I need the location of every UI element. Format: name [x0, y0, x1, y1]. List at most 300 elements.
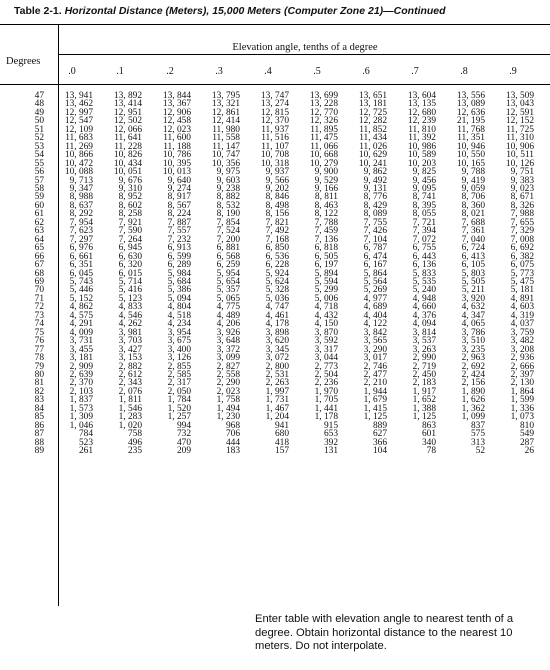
- distance-cell: 11, 600: [163, 133, 191, 144]
- distance-cell: 7, 394: [412, 226, 436, 237]
- distance-cell: 7, 954: [69, 217, 93, 228]
- distance-cell: 2, 909: [69, 361, 93, 372]
- degree-cell: 57: [34, 175, 44, 186]
- distance-cell: 2, 210: [363, 378, 387, 389]
- distance-cell: 5, 743: [69, 276, 93, 287]
- distance-cell: 11, 725: [506, 124, 534, 135]
- degree-cell: 73: [34, 310, 44, 321]
- distance-cell: 1, 415: [363, 403, 387, 414]
- distance-cell: 496: [127, 437, 142, 448]
- distance-cell: 13, 795: [211, 91, 240, 101]
- degree-cell: 67: [34, 260, 44, 271]
- distance-cell: 3, 842: [363, 327, 387, 338]
- column-header: .5: [313, 66, 321, 77]
- degree-cell: 82: [34, 386, 44, 397]
- distance-cell: 1, 362: [461, 403, 485, 414]
- distance-cell: 8, 156: [265, 209, 289, 220]
- distance-cell: 810: [519, 420, 534, 431]
- distance-cell: 340: [421, 437, 436, 448]
- distance-cell: 3, 126: [167, 353, 191, 364]
- distance-cell: 7, 136: [314, 234, 338, 245]
- distance-cell: 5, 654: [216, 276, 240, 287]
- distance-cell: 5, 564: [363, 276, 387, 287]
- distance-cell: 784: [78, 429, 93, 440]
- distance-cell: 12, 282: [358, 116, 387, 127]
- distance-cell: 941: [274, 420, 289, 431]
- distance-cell: 11, 641: [114, 133, 142, 144]
- table-row: [0, 447, 534, 455]
- distance-cell: 4, 009: [69, 327, 93, 338]
- distance-cell: 6, 945: [118, 243, 142, 254]
- distance-cell: 11, 188: [163, 141, 191, 152]
- distance-cell: 8, 258: [118, 209, 142, 220]
- distance-cell: 6, 413: [461, 251, 485, 262]
- distance-cell: 6, 474: [363, 251, 387, 262]
- distance-cell: 1, 917: [412, 386, 436, 397]
- distance-cell: 7, 721: [412, 217, 436, 228]
- distance-cell: 1, 944: [363, 386, 387, 397]
- distance-cell: 5, 094: [167, 293, 191, 304]
- distance-cell: 131: [323, 446, 338, 457]
- degree-cell: 51: [34, 124, 44, 135]
- distance-cell: 2, 370: [69, 378, 93, 389]
- distance-cell: 11, 066: [310, 141, 338, 152]
- distance-cell: 627: [372, 429, 387, 440]
- distance-cell: 13, 651: [358, 91, 387, 101]
- distance-cell: 13, 941: [64, 91, 93, 101]
- distance-cell: 1, 573: [69, 403, 93, 414]
- distance-cell: 4, 891: [510, 293, 534, 304]
- distance-cell: 9, 751: [510, 167, 534, 178]
- distance-cell: 6, 382: [510, 251, 534, 262]
- distance-cell: 8, 637: [69, 200, 93, 211]
- distance-cell: 2, 612: [118, 369, 142, 380]
- distance-cell: 4, 747: [265, 302, 289, 313]
- distance-cell: 11, 516: [261, 133, 289, 144]
- degrees-header: Degrees: [6, 56, 41, 67]
- distance-cell: 9, 825: [412, 167, 436, 178]
- degree-cell: 75: [34, 327, 44, 338]
- distance-cell: 11, 107: [261, 141, 289, 152]
- distance-cell: 10, 241: [358, 158, 387, 169]
- distance-cell: 1, 125: [412, 412, 436, 423]
- distance-cell: 2, 103: [69, 386, 93, 397]
- distance-cell: 6, 075: [510, 260, 534, 271]
- column-header: .7: [411, 66, 419, 77]
- distance-cell: 863: [421, 420, 436, 431]
- distance-cell: 6, 167: [363, 260, 387, 271]
- distance-cell: 10, 866: [64, 150, 93, 161]
- degree-cell: 54: [34, 150, 44, 161]
- degree-cell: 86: [34, 420, 44, 431]
- distance-cell: 12, 951: [113, 107, 142, 118]
- distance-cell: 5, 773: [510, 268, 534, 279]
- column-header: .2: [166, 66, 174, 77]
- distance-cell: 5, 803: [461, 268, 485, 279]
- distance-cell: 12, 458: [162, 116, 191, 127]
- distance-cell: 10, 203: [407, 158, 436, 169]
- distance-cell: 1, 204: [265, 412, 289, 423]
- distance-cell: 3, 290: [363, 344, 387, 355]
- distance-cell: 2, 397: [510, 369, 534, 380]
- distance-cell: 10, 786: [162, 150, 191, 161]
- distance-cell: 915: [323, 420, 338, 431]
- instruction-note: Enter table with elevation angle to nearest tenth of a degree. Obtain horizontal distance to the nearest 10 meters. Do not interpolate.: [255, 613, 514, 652]
- distance-cell: 5, 475: [510, 276, 534, 287]
- distance-cell: 3, 703: [118, 336, 142, 347]
- distance-cell: 549: [519, 429, 534, 440]
- distance-cell: 1, 494: [216, 403, 240, 414]
- distance-cell: 9, 900: [314, 167, 338, 178]
- distance-cell: 7, 788: [314, 217, 338, 228]
- distance-cell: 2, 183: [412, 378, 436, 389]
- distance-cell: 13, 321: [211, 99, 240, 110]
- distance-cell: 4, 977: [363, 293, 387, 304]
- distance-cell: 3, 263: [412, 344, 436, 355]
- distance-cell: 3, 372: [216, 344, 240, 355]
- distance-cell: 7, 921: [118, 217, 142, 228]
- distance-cell: 6, 881: [216, 243, 240, 254]
- distance-cell: 157: [274, 446, 289, 457]
- distance-cell: 7, 072: [412, 234, 436, 245]
- distance-cell: 6, 228: [265, 260, 289, 271]
- distance-cell: 1, 731: [265, 395, 289, 406]
- distance-cell: 2, 990: [412, 353, 436, 364]
- distance-cell: 2, 050: [167, 386, 191, 397]
- distance-table: [0, 92, 534, 455]
- distance-cell: 4, 347: [461, 310, 485, 321]
- distance-cell: 3, 648: [216, 336, 240, 347]
- distance-cell: 4, 432: [314, 310, 338, 321]
- table-caption: Horizontal Distance (Meters), 15,000 Meters (Computer Zone 21)—Continued: [64, 5, 446, 17]
- distance-cell: 11, 392: [408, 133, 436, 144]
- distance-cell: 7, 200: [216, 234, 240, 245]
- distance-cell: 1, 599: [510, 395, 534, 406]
- degree-cell: 83: [34, 395, 44, 406]
- distance-cell: 8, 567: [167, 200, 191, 211]
- distance-cell: 12, 370: [260, 116, 289, 127]
- distance-cell: 1, 073: [510, 412, 534, 423]
- distance-cell: 2, 746: [363, 361, 387, 372]
- distance-cell: 5, 211: [461, 285, 485, 296]
- distance-cell: 1, 705: [314, 395, 338, 406]
- distance-cell: 5, 181: [510, 285, 534, 296]
- distance-cell: 4, 262: [118, 319, 142, 330]
- distance-cell: 11, 351: [457, 133, 485, 144]
- distance-cell: 2, 855: [167, 361, 191, 372]
- distance-cell: 7, 264: [118, 234, 142, 245]
- distance-cell: 4, 404: [363, 310, 387, 321]
- distance-cell: 1, 099: [461, 412, 485, 423]
- distance-cell: 13, 699: [309, 91, 338, 101]
- distance-cell: 9, 274: [167, 183, 191, 194]
- distance-cell: 392: [323, 437, 338, 448]
- distance-cell: 2, 666: [510, 361, 534, 372]
- distance-cell: 2, 639: [69, 369, 93, 380]
- distance-cell: 3, 870: [314, 327, 338, 338]
- distance-cell: 11, 768: [457, 124, 485, 135]
- distance-cell: 2, 317: [167, 378, 191, 389]
- distance-cell: 7, 426: [363, 226, 387, 237]
- distance-cell: 12, 109: [64, 124, 93, 135]
- distance-cell: 5, 894: [314, 268, 338, 279]
- distance-cell: 3, 153: [118, 353, 142, 364]
- distance-cell: 7, 623: [69, 226, 93, 237]
- distance-cell: 5, 065: [216, 293, 240, 304]
- degree-cell: 87: [34, 429, 44, 440]
- distance-cell: 1, 467: [265, 403, 289, 414]
- distance-cell: 3, 400: [167, 344, 191, 355]
- distance-cell: 12, 547: [64, 116, 93, 127]
- distance-cell: 13, 892: [113, 91, 142, 101]
- degree-cell: 58: [34, 183, 44, 194]
- distance-cell: 7, 854: [216, 217, 240, 228]
- distance-cell: 11, 895: [310, 124, 338, 135]
- distance-cell: 3, 954: [167, 327, 191, 338]
- degree-cell: 76: [34, 336, 44, 347]
- distance-cell: 3, 181: [69, 353, 93, 364]
- distance-cell: 2, 558: [216, 369, 240, 380]
- distance-cell: 11, 810: [408, 124, 436, 135]
- distance-cell: 7, 008: [510, 234, 534, 245]
- distance-cell: 4, 660: [412, 302, 436, 313]
- distance-cell: 4, 178: [265, 319, 289, 330]
- distance-cell: 3, 455: [69, 344, 93, 355]
- distance-cell: 5, 152: [69, 293, 93, 304]
- distance-cell: 8, 952: [118, 192, 142, 203]
- distance-cell: 1, 230: [216, 412, 240, 423]
- distance-cell: 11, 558: [212, 133, 240, 144]
- distance-cell: 1, 997: [265, 386, 289, 397]
- distance-cell: 1, 125: [363, 412, 387, 423]
- distance-cell: 2, 882: [118, 361, 142, 372]
- degree-cell: 65: [34, 243, 44, 254]
- distance-cell: 8, 706: [461, 192, 485, 203]
- distance-cell: 11, 980: [212, 124, 240, 135]
- distance-cell: 6, 197: [314, 260, 338, 271]
- distance-cell: 12, 636: [456, 107, 485, 118]
- distance-cell: 4, 833: [118, 302, 142, 313]
- degree-cell: 68: [34, 268, 44, 279]
- distance-cell: 7, 688: [461, 217, 485, 228]
- distance-cell: 9, 419: [461, 175, 485, 186]
- distance-cell: 11, 475: [310, 133, 338, 144]
- distance-cell: 7, 361: [461, 226, 485, 237]
- header-rule: [0, 84, 550, 85]
- distance-cell: 1, 441: [314, 403, 338, 414]
- distance-cell: 2, 773: [314, 361, 338, 372]
- distance-cell: 8, 741: [412, 192, 436, 203]
- distance-cell: 3, 235: [461, 344, 485, 355]
- distance-cell: 9, 975: [216, 167, 240, 178]
- distance-cell: 7, 655: [510, 217, 534, 228]
- distance-cell: 7, 040: [461, 234, 485, 245]
- distance-cell: 12, 502: [113, 116, 142, 127]
- distance-cell: 6, 692: [510, 243, 534, 254]
- distance-cell: 11, 269: [65, 141, 93, 152]
- distance-cell: 8, 776: [363, 192, 387, 203]
- distance-cell: 8, 326: [510, 200, 534, 211]
- distance-cell: 2, 719: [412, 361, 436, 372]
- distance-cell: 680: [274, 429, 289, 440]
- distance-cell: 4, 206: [216, 319, 240, 330]
- distance-cell: 8, 190: [216, 209, 240, 220]
- distance-cell: 11, 852: [359, 124, 387, 135]
- distance-cell: 9, 095: [412, 183, 436, 194]
- degree-cell: 85: [34, 412, 44, 423]
- distance-cell: 10, 318: [260, 158, 289, 169]
- distance-cell: 4, 234: [167, 319, 191, 330]
- distance-cell: 6, 661: [69, 251, 93, 262]
- degree-cell: 59: [34, 192, 44, 203]
- distance-cell: 9, 166: [314, 183, 338, 194]
- distance-cell: 444: [225, 437, 240, 448]
- distance-cell: 1, 626: [461, 395, 485, 406]
- distance-cell: 5, 864: [363, 268, 387, 279]
- degree-cell: 77: [34, 344, 44, 355]
- distance-cell: 8, 360: [461, 200, 485, 211]
- distance-cell: 12, 591: [505, 107, 534, 118]
- distance-cell: 78: [426, 446, 436, 457]
- distance-cell: 758: [127, 429, 142, 440]
- distance-cell: 235: [127, 446, 142, 457]
- distance-cell: 8, 055: [412, 209, 436, 220]
- distance-cell: 12, 023: [162, 124, 191, 135]
- distance-cell: 3, 814: [412, 327, 436, 338]
- distance-cell: 3, 044: [314, 353, 338, 364]
- distance-cell: 7, 297: [69, 234, 93, 245]
- distance-cell: 261: [78, 446, 93, 457]
- distance-cell: 8, 292: [69, 209, 93, 220]
- distance-cell: 2, 827: [216, 361, 240, 372]
- distance-cell: 12, 326: [309, 116, 338, 127]
- distance-cell: 6, 351: [69, 260, 93, 271]
- degree-cell: 64: [34, 234, 44, 245]
- degree-cell: 88: [34, 437, 44, 448]
- distance-cell: 1, 864: [510, 386, 534, 397]
- distance-cell: 7, 755: [363, 217, 387, 228]
- distance-cell: 10, 629: [358, 150, 387, 161]
- distance-cell: 13, 556: [456, 91, 485, 101]
- distance-cell: 4, 489: [216, 310, 240, 321]
- distance-cell: 7, 821: [265, 217, 289, 228]
- distance-cell: 12, 770: [309, 107, 338, 118]
- distance-cell: 10, 906: [505, 141, 534, 152]
- distance-cell: 3, 565: [363, 336, 387, 347]
- distance-cell: 5, 446: [69, 285, 93, 296]
- distance-cell: 2, 936: [510, 353, 534, 364]
- distance-cell: 6, 568: [216, 251, 240, 262]
- distance-cell: 889: [372, 420, 387, 431]
- distance-cell: 5, 924: [265, 268, 289, 279]
- distance-cell: 5, 386: [167, 285, 191, 296]
- distance-cell: 5, 328: [265, 285, 289, 296]
- distance-cell: 6, 505: [314, 251, 338, 262]
- distance-cell: 12, 239: [407, 116, 436, 127]
- distance-cell: 1, 970: [314, 386, 338, 397]
- distance-cell: 11, 147: [212, 141, 240, 152]
- distance-cell: 12, 414: [211, 116, 240, 127]
- distance-cell: 5, 505: [461, 276, 485, 287]
- elevation-angle-header: Elevation angle, tenths of a degree: [232, 42, 378, 53]
- distance-cell: 8, 463: [314, 200, 338, 211]
- distance-cell: 2, 504: [314, 369, 338, 380]
- distance-cell: 2, 076: [118, 386, 142, 397]
- table-title: [14, 5, 446, 17]
- distance-cell: 13, 509: [505, 91, 534, 101]
- distance-cell: 9, 788: [461, 167, 485, 178]
- distance-cell: 8, 988: [69, 192, 93, 203]
- distance-cell: 7, 168: [265, 234, 289, 245]
- distance-cell: 13, 462: [64, 99, 93, 110]
- distance-cell: 1, 046: [69, 420, 93, 431]
- distance-cell: 6, 136: [412, 260, 436, 271]
- distance-cell: 6, 320: [118, 260, 142, 271]
- distance-cell: 1, 257: [167, 412, 191, 423]
- distance-cell: 4, 948: [412, 293, 436, 304]
- distance-cell: 3, 510: [461, 336, 485, 347]
- column-header: .8: [460, 66, 468, 77]
- distance-cell: 9, 937: [265, 167, 289, 178]
- column-header: .6: [362, 66, 370, 77]
- column-header: .1: [116, 66, 124, 77]
- distance-cell: 5, 240: [412, 285, 436, 296]
- distance-cell: 11, 026: [359, 141, 387, 152]
- distance-cell: 313: [470, 437, 485, 448]
- distance-cell: 3, 675: [167, 336, 191, 347]
- distance-cell: 10, 550: [456, 150, 485, 161]
- distance-cell: 9, 023: [510, 183, 534, 194]
- distance-cell: 7, 459: [314, 226, 338, 237]
- distance-cell: 9, 059: [461, 183, 485, 194]
- distance-cell: 7, 104: [363, 234, 387, 245]
- distance-cell: 3, 592: [314, 336, 338, 347]
- distance-cell: 4, 461: [265, 310, 289, 321]
- degree-cell: 60: [34, 200, 44, 211]
- distance-cell: 9, 640: [167, 175, 191, 186]
- column-header: .4: [264, 66, 272, 77]
- distance-cell: 9, 131: [363, 183, 387, 194]
- distance-cell: 13, 844: [162, 91, 191, 101]
- distance-cell: 10, 511: [506, 150, 534, 161]
- distance-cell: 6, 015: [118, 268, 142, 279]
- distance-cell: 104: [372, 446, 387, 457]
- top-rule: [0, 24, 550, 25]
- distance-cell: 5, 416: [118, 285, 142, 296]
- distance-cell: 13, 414: [113, 99, 142, 110]
- distance-cell: 3, 620: [265, 336, 289, 347]
- distance-cell: 1, 520: [167, 403, 191, 414]
- distance-cell: 5, 123: [118, 293, 142, 304]
- distance-cell: 837: [470, 420, 485, 431]
- distance-cell: 10, 395: [162, 158, 191, 169]
- distance-cell: 6, 913: [167, 243, 191, 254]
- distance-cell: 5, 984: [167, 268, 191, 279]
- distance-cell: 8, 224: [167, 209, 191, 220]
- distance-cell: 2, 023: [216, 386, 240, 397]
- distance-cell: 653: [323, 429, 338, 440]
- distance-cell: 9, 603: [216, 175, 240, 186]
- distance-cell: 10, 826: [113, 150, 142, 161]
- distance-cell: 4, 094: [412, 319, 436, 330]
- distance-cell: 5, 036: [265, 293, 289, 304]
- distance-cell: 5, 535: [412, 276, 436, 287]
- distance-cell: 5, 714: [118, 276, 142, 287]
- distance-cell: 12, 906: [162, 107, 191, 118]
- distance-cell: 5, 299: [314, 285, 338, 296]
- degree-cell: 81: [34, 378, 44, 389]
- table-number: Table 2-1.: [14, 5, 62, 17]
